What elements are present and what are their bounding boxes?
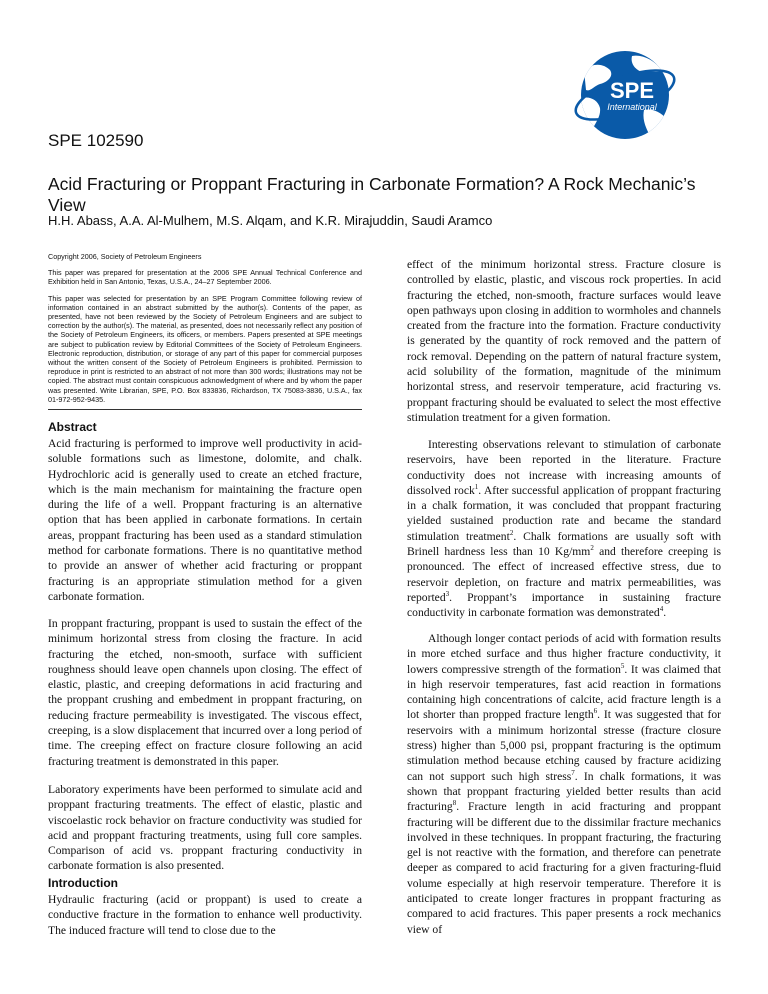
review-disclaimer: This paper was selected for presentation by an SPE Program Committee following review of information contained in an abstract submitted by the author(s). Contents of the paper, as presented, have not been reviewed by the Society of Petroleum Engineers and are subject to correction by the author(s). The material, as presented, does not necessarily reflect any position of the Society of Petroleum Engineers, its officers, or members. Papers presented at SPE meetings are subject to publication review by Editorial Committees of the Society of Petroleum Engineers. Electronic reproduction, distribution, or storage of any part of this paper for commercial purposes without the written consent of the Society of Petroleum Engineers is prohibited. Permission to reproduce in print is restricted to an abstract of not more than 300 words; illustrations may not be copied. The abstract must contain conspicuous acknowledgment of where and by whom the paper was presented. Write Librarian, SPE, P.O. Box 833836, Richardson, TX 75083-3836, U.S.A., fax 01-972-952-9435. [48,293,362,404]
logo-text: SPE [609,78,655,103]
citation: 7 [571,768,575,777]
logo-subtext: International [607,102,657,112]
paper-number: SPE 102590 [48,131,144,150]
paper-authors: H.H. Abass, A.A. Al-Mulhem, M.S. Alqam, and K.R. Mirajuddin, Saudi Aramco [48,213,493,228]
citation: 5 [620,661,625,670]
copyright-line: Copyright 2006, Society of Petroleum Engineers [48,252,202,261]
abstract-section [48,420,362,937]
copyright-notice [48,252,362,411]
superscript: 2 [590,544,594,553]
citation: 1 [474,483,479,492]
body-paragraph: Although longer contact periods of acid with formation results in more etched surface and thus higher fracture conductivity, it lowers compressive strength of the formation$^5$. It was claimed that in high reservoir temperatures, fast acid reaction in formations containing high concentrations of calcite, acid fracture length is a lot shorter than propped fracture length$^6$. It was suggested that for reservoirs with a minimum horizontal stresse (fracture closure stress) higher than 5,000 psi, proppant fracturing is the optimum stimulation method because etching caused by fracture acidizing can not support such high stress$^7$. In chalk formations, it was shown that proppant fracturing yielded better results than acid fracturing$^8$. Fracture length in acid fracturing and proppant fracturing will be different due to the dissimilar fracture mechanics involved in these techniques. In proppant fracturing, the fracturing gel is not reactive with the formation, and therefore can penetrate deeper as compared to acid fracturing for a given fracturing-fluid volume especially at high reservoir temperature. Therefore it is anticipated to create longer fractures in proppant fracturing as compared to acid fractures. This paper presents a rock mechanics view of [407,632,721,936]
conference-info: This paper was prepared for presentation at the 2006 SPE Annual Technical Conference and Exhibition held in San Antonio, Texas, U.S.A., 24–27 September 2006. [48,268,362,287]
abstract-heading: Abstract [48,420,97,434]
citation: 3 [445,590,450,599]
citation: 2 [509,528,514,537]
abstract-paragraph: Acid fracturing is performed to improve well productivity in acid-soluble formations such as limestone, dolomite, and chalk. Hydrochloric acid is generally used to create an etched fracture, which is the main mechanism for maintaining the fracture open during the life of a well. Proppant fracturing is an alternative option that has been applied in carbonate formations. In certain areas, proppant fracturing has been used as a standard stimulation method for carbonate formations. There is no quantitative method to provide an answer of whether acid fracturing or proppant fracturing is an appropriate stimulation method for a given carbonate formation. [48,437,362,603]
spe-international-logo [570,40,680,150]
citation: 4 [659,605,664,614]
right-column [407,257,721,936]
paper-title: Acid Fracturing or Proppant Fracturing in Carbonate Formation? A Rock Mechanic’s View [48,174,696,215]
introduction-heading: Introduction [48,876,118,890]
abstract-paragraph: Laboratory experiments have been performed to simulate acid and proppant fracturing treatments. The effect of elastic, plastic and viscoelastic rock behavior on fracture conductivity was studied for acid and proppant fracturing treatments, using full core samples. Comparison of acid vs. proppant fracturing conductivity in carbonate formation is also presented. [48,783,362,873]
body-paragraph: effect of the minimum horizontal stress. Fracture closure is controlled by elastic, plastic, and viscous rock properties. In acid fracturing the etched, non-smooth, fracture surfaces would leave open pathways upon closing in addition to wormholes and channels created from the fracture into the formation. Fracture conductivity is generated by the quantity of rock removed and the pattern of rock removal. Depending on the pattern of natural fracture system, acid solubility of the formation, magnitude of the minimum horizontal stress, and reservoir temperature, acid fracturing vs. proppant fracturing should be evaluated to select the most effective stimulation treatment for a given formation. [407,258,721,424]
divider [48,409,362,410]
citation: 8 [452,799,457,808]
citation: 6 [593,707,598,716]
body-paragraph: Interesting observations relevant to stimulation of carbonate reservoirs, have been reported in the literature. Fracture conductivity does not increase with increasing amounts of dissolved rock$^1$. After successful application of proppant fracturing in a chalk formation, it was concluded that proppant fracturing yielded sustained production rate and became the standard stimulation treatment$^2$. Chalk formations are usually soft with Brinell hardness less than 10 $Kg/mm^2$ and therefore creeping is pronounced. The effect of increased effective stress, due to reservoir depletion, on fracture and matrix permeabilities, was reported$^3$. Proppant’s importance in sustaining fracture conductivity in carbonate formation was demonstrated$^4$. [407,438,721,620]
abstract-paragraph: In proppant fracturing, proppant is used to sustain the effect of the minimum horizontal stress from closing the fracture. In acid fracturing the etched, non-smooth, surface with sufficient roughness should leave open channels upon closing. The effect of elastic, plastic, and creeping deformations in acid fracturing and the proppant crushing and embedment in proppant fracturing, on reducing fracture permeability is investigated. The viscous effect, creeping, is a slow displacement that incurred over a long period of time. The creeping effect on fracture closure following an acid fracturing treatment is demonstrated in this paper. [48,617,362,768]
introduction-paragraph: Hydraulic fracturing (acid or proppant) is used to create a conductive fracture in the formation to enhance well productivity. The induced fracture will tend to close due to the [48,893,362,937]
